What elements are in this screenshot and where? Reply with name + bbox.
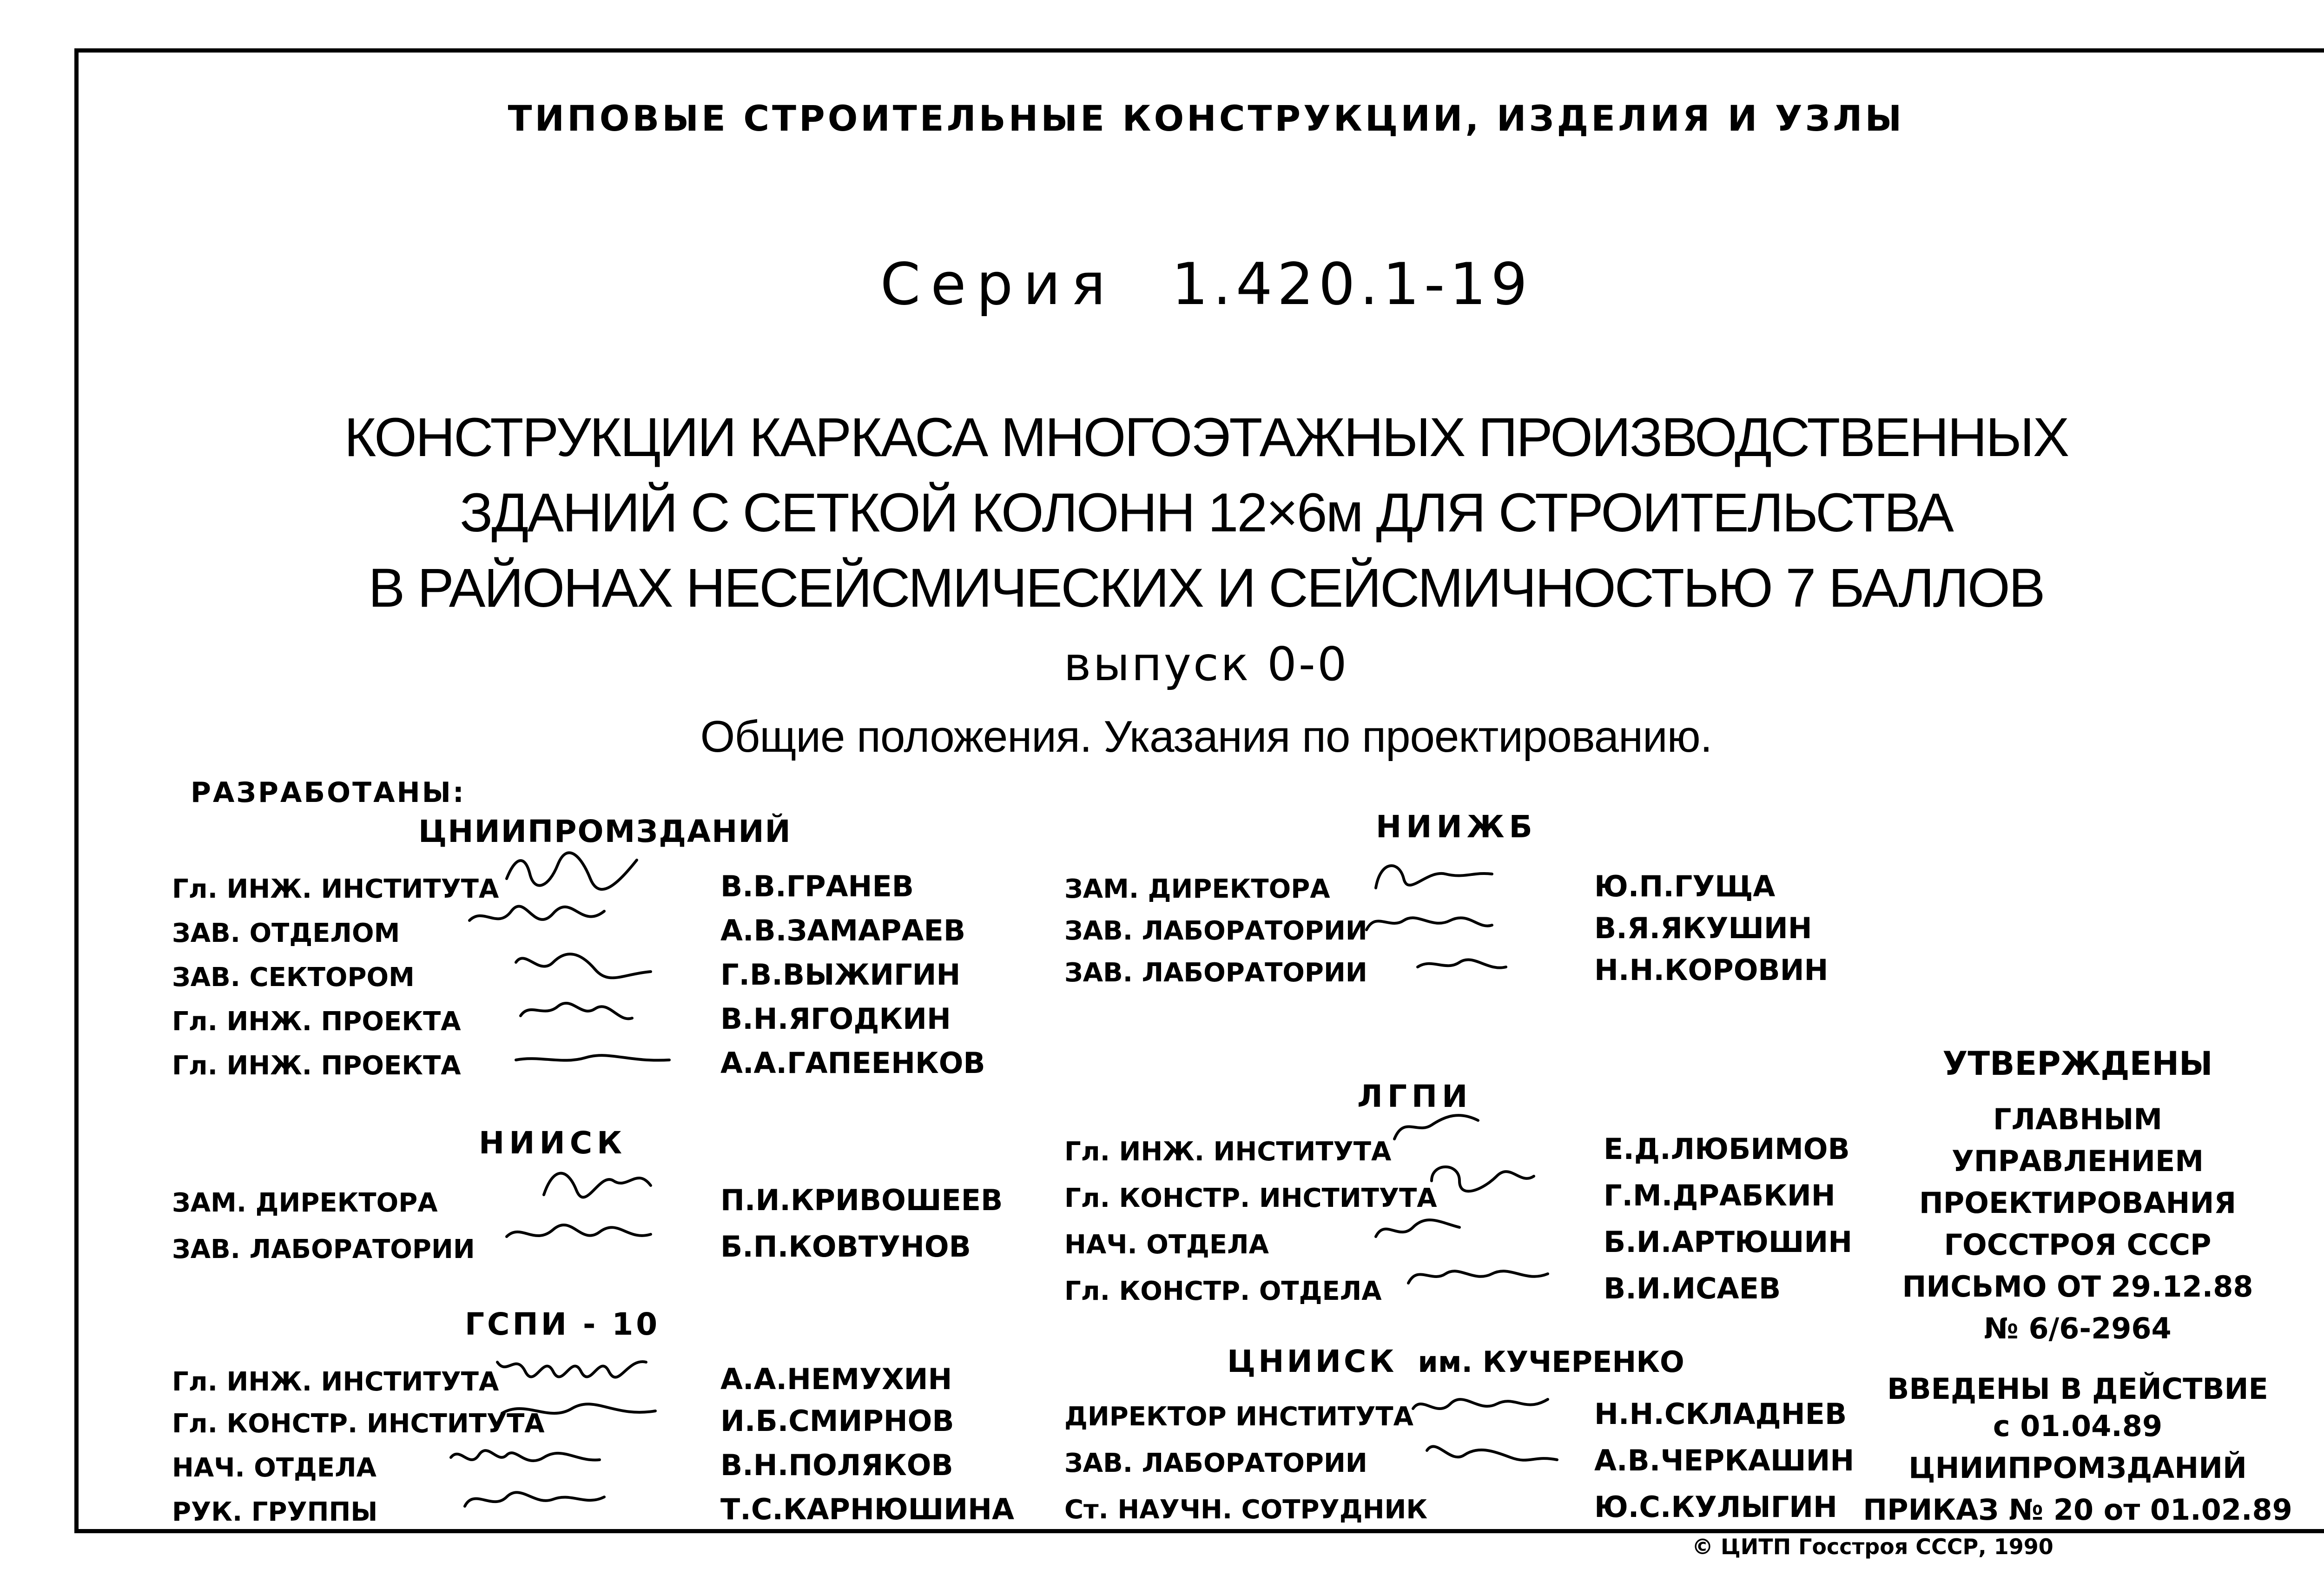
approval-line: ПРОЕКТИРОВАНИЯ	[1919, 1186, 2237, 1220]
person-name: В.Н.ЯГОДКИН	[720, 1002, 951, 1036]
org-niisk-name: НИИСК	[479, 1125, 627, 1161]
position-label: Гл. ИНЖ. ИНСТИТУТА	[172, 1367, 499, 1397]
person-name: Б.И.АРТЮШИН	[1604, 1225, 1853, 1259]
position-label: ЗАВ. СЕКТОРОМ	[172, 962, 415, 993]
person-name: Б.П.КОВТУНОВ	[720, 1230, 971, 1264]
person-name: И.Б.СМИРНОВ	[720, 1404, 954, 1438]
position-label: Гл. КОНСТР. ОТДЕЛА	[1064, 1276, 1382, 1306]
effective-line: ВВЕДЕНЫ В ДЕЙСТВИЕ	[1887, 1372, 2268, 1406]
issue-label: выпуск 0-0	[1063, 637, 1349, 691]
signature-granev	[497, 851, 665, 893]
signature-cherkashin	[1418, 1432, 1585, 1474]
position-label: Ст. НАУЧН. СОТРУДНИК	[1064, 1495, 1428, 1525]
signature-karnyushina	[456, 1478, 623, 1520]
approval-line: ПИСЬМО ОТ 29.12.88	[1902, 1270, 2253, 1304]
person-name: А.В.ЗАМАРАЕВ	[720, 914, 966, 947]
position-label: РУК. ГРУППЫ	[172, 1497, 378, 1527]
signature-vyzhigin	[511, 944, 679, 986]
person-name: В.И.ИСАЕВ	[1604, 1271, 1781, 1305]
org-cniisk-heading	[1227, 1344, 1684, 1379]
signature-smirnov	[497, 1390, 665, 1432]
approval-line: ГОССТРОЯ СССР	[1944, 1228, 2212, 1262]
position-label: Гл. КОНСТР. ИНСТИТУТА	[172, 1409, 545, 1439]
title-line-3: В РАЙОНАХ НЕСЕЙСМИЧЕСКИХ И СЕЙСМИЧНОСТЬЮ 7 БАЛЛОВ	[368, 557, 2044, 619]
effective-line: ПРИКАЗ № 20 от 01.02.89	[1863, 1493, 2292, 1527]
effective-line: с 01.04.89	[1993, 1409, 2163, 1443]
person-name: Ю.П.ГУЩА	[1594, 869, 1776, 903]
series-line	[74, 251, 2324, 318]
signature-gushcha	[1362, 855, 1529, 897]
signature-krivosheev	[535, 1162, 702, 1204]
approval-number: № 6/6-2964	[1984, 1311, 2172, 1345]
position-label: ЗАВ. ОТДЕЛОМ	[172, 918, 400, 948]
developed-label: РАЗРАБОТАНЫ:	[191, 776, 466, 809]
org-cniisk-name: ЦНИИСК	[1227, 1344, 1397, 1379]
copyright: © ЦИТП Госстроя СССР, 1990	[1692, 1534, 2053, 1559]
person-name: А.В.ЧЕРКАШИН	[1594, 1443, 1855, 1477]
signature-zamaraev	[465, 897, 632, 939]
approval-heading: УТВЕРЖДЕНЫ	[1942, 1045, 2213, 1083]
signature-skladnev	[1408, 1385, 1576, 1427]
signature-isaev	[1399, 1255, 1566, 1297]
org-niizhb-name: НИИЖБ	[1376, 809, 1537, 845]
position-label: ДИРЕКТОР ИНСТИТУТА	[1064, 1402, 1413, 1432]
position-label: ЗАВ. ЛАБОРАТОРИИ	[1064, 1448, 1367, 1478]
signature-yakushin	[1362, 902, 1529, 944]
position-label: Гл. ИНЖ. ПРОЕКТА	[172, 1051, 461, 1081]
org-gspi10-name: ГСПИ - 10	[465, 1306, 660, 1342]
person-name: В.В.ГРАНЕВ	[720, 869, 914, 903]
person-name: Н.Н.СКЛАДНЕВ	[1594, 1397, 1847, 1431]
signature-lyubimov	[1385, 1106, 1552, 1148]
person-name: Е.Д.ЛЮБИМОВ	[1604, 1132, 1850, 1166]
subtitle: Общие положения. Указания по проектированию.	[700, 712, 1712, 761]
position-label: НАЧ. ОТДЕЛА	[1064, 1230, 1269, 1260]
series-heading: ТИПОВЫЕ СТРОИТЕЛЬНЫЕ КОНСТРУКЦИИ, ИЗДЕЛИЯ И УЗЛЫ	[508, 98, 1905, 139]
signature-artyushin	[1367, 1209, 1534, 1251]
person-name: Т.С.КАРНЮШИНА	[720, 1492, 1015, 1526]
person-name: Г.М.ДРАБКИН	[1604, 1179, 1835, 1212]
signature-polyakov	[446, 1437, 614, 1478]
effective-line: ЦНИИПРОМЗДАНИЙ	[1908, 1451, 2247, 1485]
person-name: П.И.КРИВОШЕЕВ	[720, 1183, 1003, 1217]
signature-drabkin	[1422, 1158, 1590, 1199]
position-label: Гл. ИНЖ. ИНСТИТУТА	[1064, 1137, 1392, 1167]
position-label: НАЧ. ОТДЕЛА	[172, 1453, 377, 1483]
approval-line: ГЛАВНЫМ	[1993, 1102, 2163, 1136]
position-label: Гл. ИНЖ. ПРОЕКТА	[172, 1006, 461, 1037]
person-name: В.Н.ПОЛЯКОВ	[720, 1448, 953, 1482]
signature-korovin	[1413, 944, 1580, 986]
signature-kovtunov	[502, 1213, 669, 1255]
series-label: Серия	[880, 251, 1116, 318]
org-cniisk-suffix: им. КУЧЕРЕНКО	[1418, 1345, 1684, 1379]
position-label: Гл. ИНЖ. ИНСТИТУТА	[172, 874, 499, 904]
series-number: 1.420.1-19	[1171, 251, 1532, 318]
org-cniipromzdaniy-name: ЦНИИПРОМЗДАНИЙ	[418, 814, 792, 849]
approval-line: УПРАВЛЕНИЕМ	[1951, 1144, 2204, 1178]
title-line-2: ЗДАНИЙ С СЕТКОЙ КОЛОНН 12×6м ДЛЯ СТРОИТЕЛЬСТВА	[460, 482, 1953, 543]
org-lgpi-name: ЛГПИ	[1357, 1079, 1472, 1114]
person-name: А.А.НЕМУХИН	[720, 1362, 952, 1396]
person-name: В.Я.ЯКУШИН	[1594, 911, 1812, 945]
signature-nemukhin	[493, 1344, 660, 1385]
person-name: А.А.ГАПЕЕНКОВ	[720, 1046, 985, 1080]
title-line-1: КОНСТРУКЦИИ КАРКАСА МНОГОЭТАЖНЫХ ПРОИЗВОДСТВЕННЫХ	[344, 407, 2068, 468]
position-label: ЗАВ. ЛАБОРАТОРИИ	[172, 1234, 475, 1265]
person-name: Н.Н.КОРОВИН	[1594, 953, 1829, 987]
signature-gapeenkov	[511, 1037, 679, 1079]
position-label: ЗАМ. ДИРЕКТОРА	[1064, 874, 1330, 904]
person-name: Г.В.ВЫЖИГИН	[720, 958, 961, 992]
signature-yagodkin	[511, 990, 679, 1032]
position-label: ЗАВ. ЛАБОРАТОРИИ	[1064, 958, 1367, 988]
position-label: ЗАВ. ЛАБОРАТОРИИ	[1064, 916, 1367, 946]
person-name: Ю.С.КУЛЫГИН	[1594, 1490, 1837, 1524]
position-label: Гл. КОНСТР. ИНСТИТУТА	[1064, 1183, 1437, 1213]
position-label: ЗАМ. ДИРЕКТОРА	[172, 1188, 438, 1218]
